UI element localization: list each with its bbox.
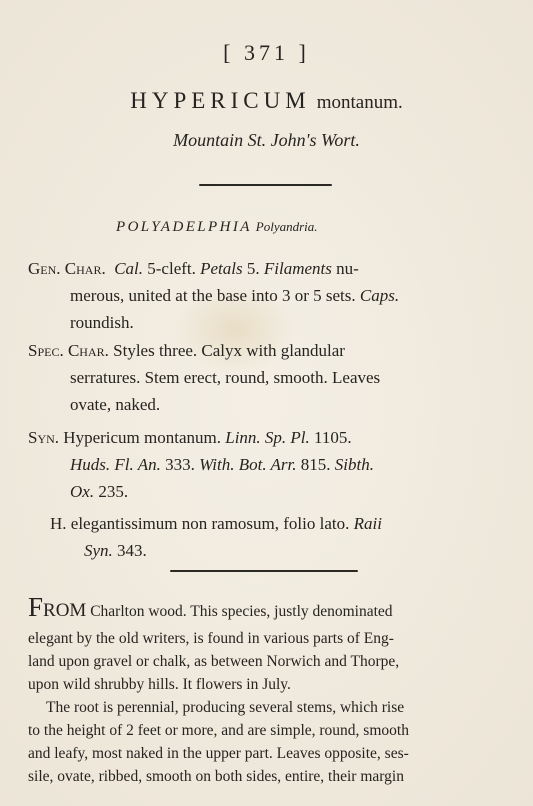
gen-char-caps: Caps. [359,286,400,305]
body-line-5: The root is perennial, producing several stems, which rise [46,699,405,716]
syn-ref-ox: Ox. [70,482,95,501]
syn-text: 333. [160,455,200,474]
body-line-8: sile, ovate, ribbed, smooth on both sides, entire, their margin [28,768,404,785]
divider-rule-bottom [170,570,358,572]
syn-text: 235. [94,482,129,501]
body-line-4: upon wild shrubby hills. It flowers in July. [28,676,291,693]
gen-char-label: Gen. Char. [28,259,106,278]
gen-char-line-2 [28,282,506,309]
spec-char-line-3: ovate, naked. [70,395,161,414]
body-line-1 [28,592,506,627]
body-line-3: land upon gravel or chalk, as between Norwich and Thorpe, [28,653,400,670]
classification-class: POLYADELPHIA [116,219,252,235]
body-line-2: elegant by the old writers, is found in various parts of Eng- [28,630,394,647]
page-number: [ 371 ] [223,40,310,65]
classification-order: Polyandria. [255,219,318,234]
body-text-run: Charlton wood. This species, justly denominated [86,603,393,620]
syn2-text: H. elegantissimum non ramosum, folio lato. [50,514,354,533]
syn-ref-linn: Linn. Sp. Pl. [225,428,310,447]
syn2-ref-raii: Raii [353,514,382,533]
syn2-line-1 [28,510,506,537]
body-text [28,592,506,788]
page-title [0,88,533,114]
drop-cap-rest: ROM [43,600,87,621]
divider-rule-top [199,184,332,186]
syn-ref-sibth: Sibth. [334,455,374,474]
specific-character [28,337,506,418]
syn2-ref-syn: Syn. [84,541,113,560]
syn-line-2 [28,451,506,478]
spec-char-line-2: serratures. Stem erect, round, smooth. Leaves [70,368,381,387]
title-species: montanum. [316,92,403,113]
syn-ref-with: With. Bot. Arr. [199,455,297,474]
syn-label: Syn. [28,428,60,447]
syn-text: 1105. [309,428,352,447]
synonym-ray [28,510,506,564]
synonyms [28,424,506,505]
gen-char-line-1 [28,255,506,282]
gen-char-text: 5-cleft. [143,259,201,278]
common-name: Mountain St. John's Wort. [173,130,360,150]
syn-text: 815. [296,455,335,474]
syn-line-1 [28,424,506,451]
syn-text: Hypericum montanum. [59,428,226,447]
body-line-7: and leafy, most naked in the upper part. Leaves opposite, ses- [28,745,409,762]
syn-line-3 [28,478,506,505]
gen-char-text: merous, united at the base into 3 or 5 sets. [70,286,360,305]
gen-char-line-3: roundish. [70,313,134,332]
body-line-6: to the height of 2 feet or more, and are simple, round, smooth [28,722,409,739]
generic-character [28,255,506,336]
gen-char-text: 5. [242,259,264,278]
gen-char-petals: Petals [200,259,243,278]
spec-char-label: Spec. Char. [28,341,109,360]
syn2-line-2 [28,537,506,564]
syn2-text: 343. [112,541,147,560]
gen-char-text: nu- [331,259,359,278]
gen-char-filaments: Filaments [263,259,332,278]
spec-char-text: Styles three. Calyx with glandular [108,341,345,360]
classification [116,218,318,236]
syn-ref-huds: Huds. Fl. An. [70,455,161,474]
gen-char-cal: Cal. [114,259,144,278]
spec-char-line-1 [28,337,506,364]
drop-cap: F [28,592,44,622]
title-genus: HYPERICUM [130,88,311,113]
